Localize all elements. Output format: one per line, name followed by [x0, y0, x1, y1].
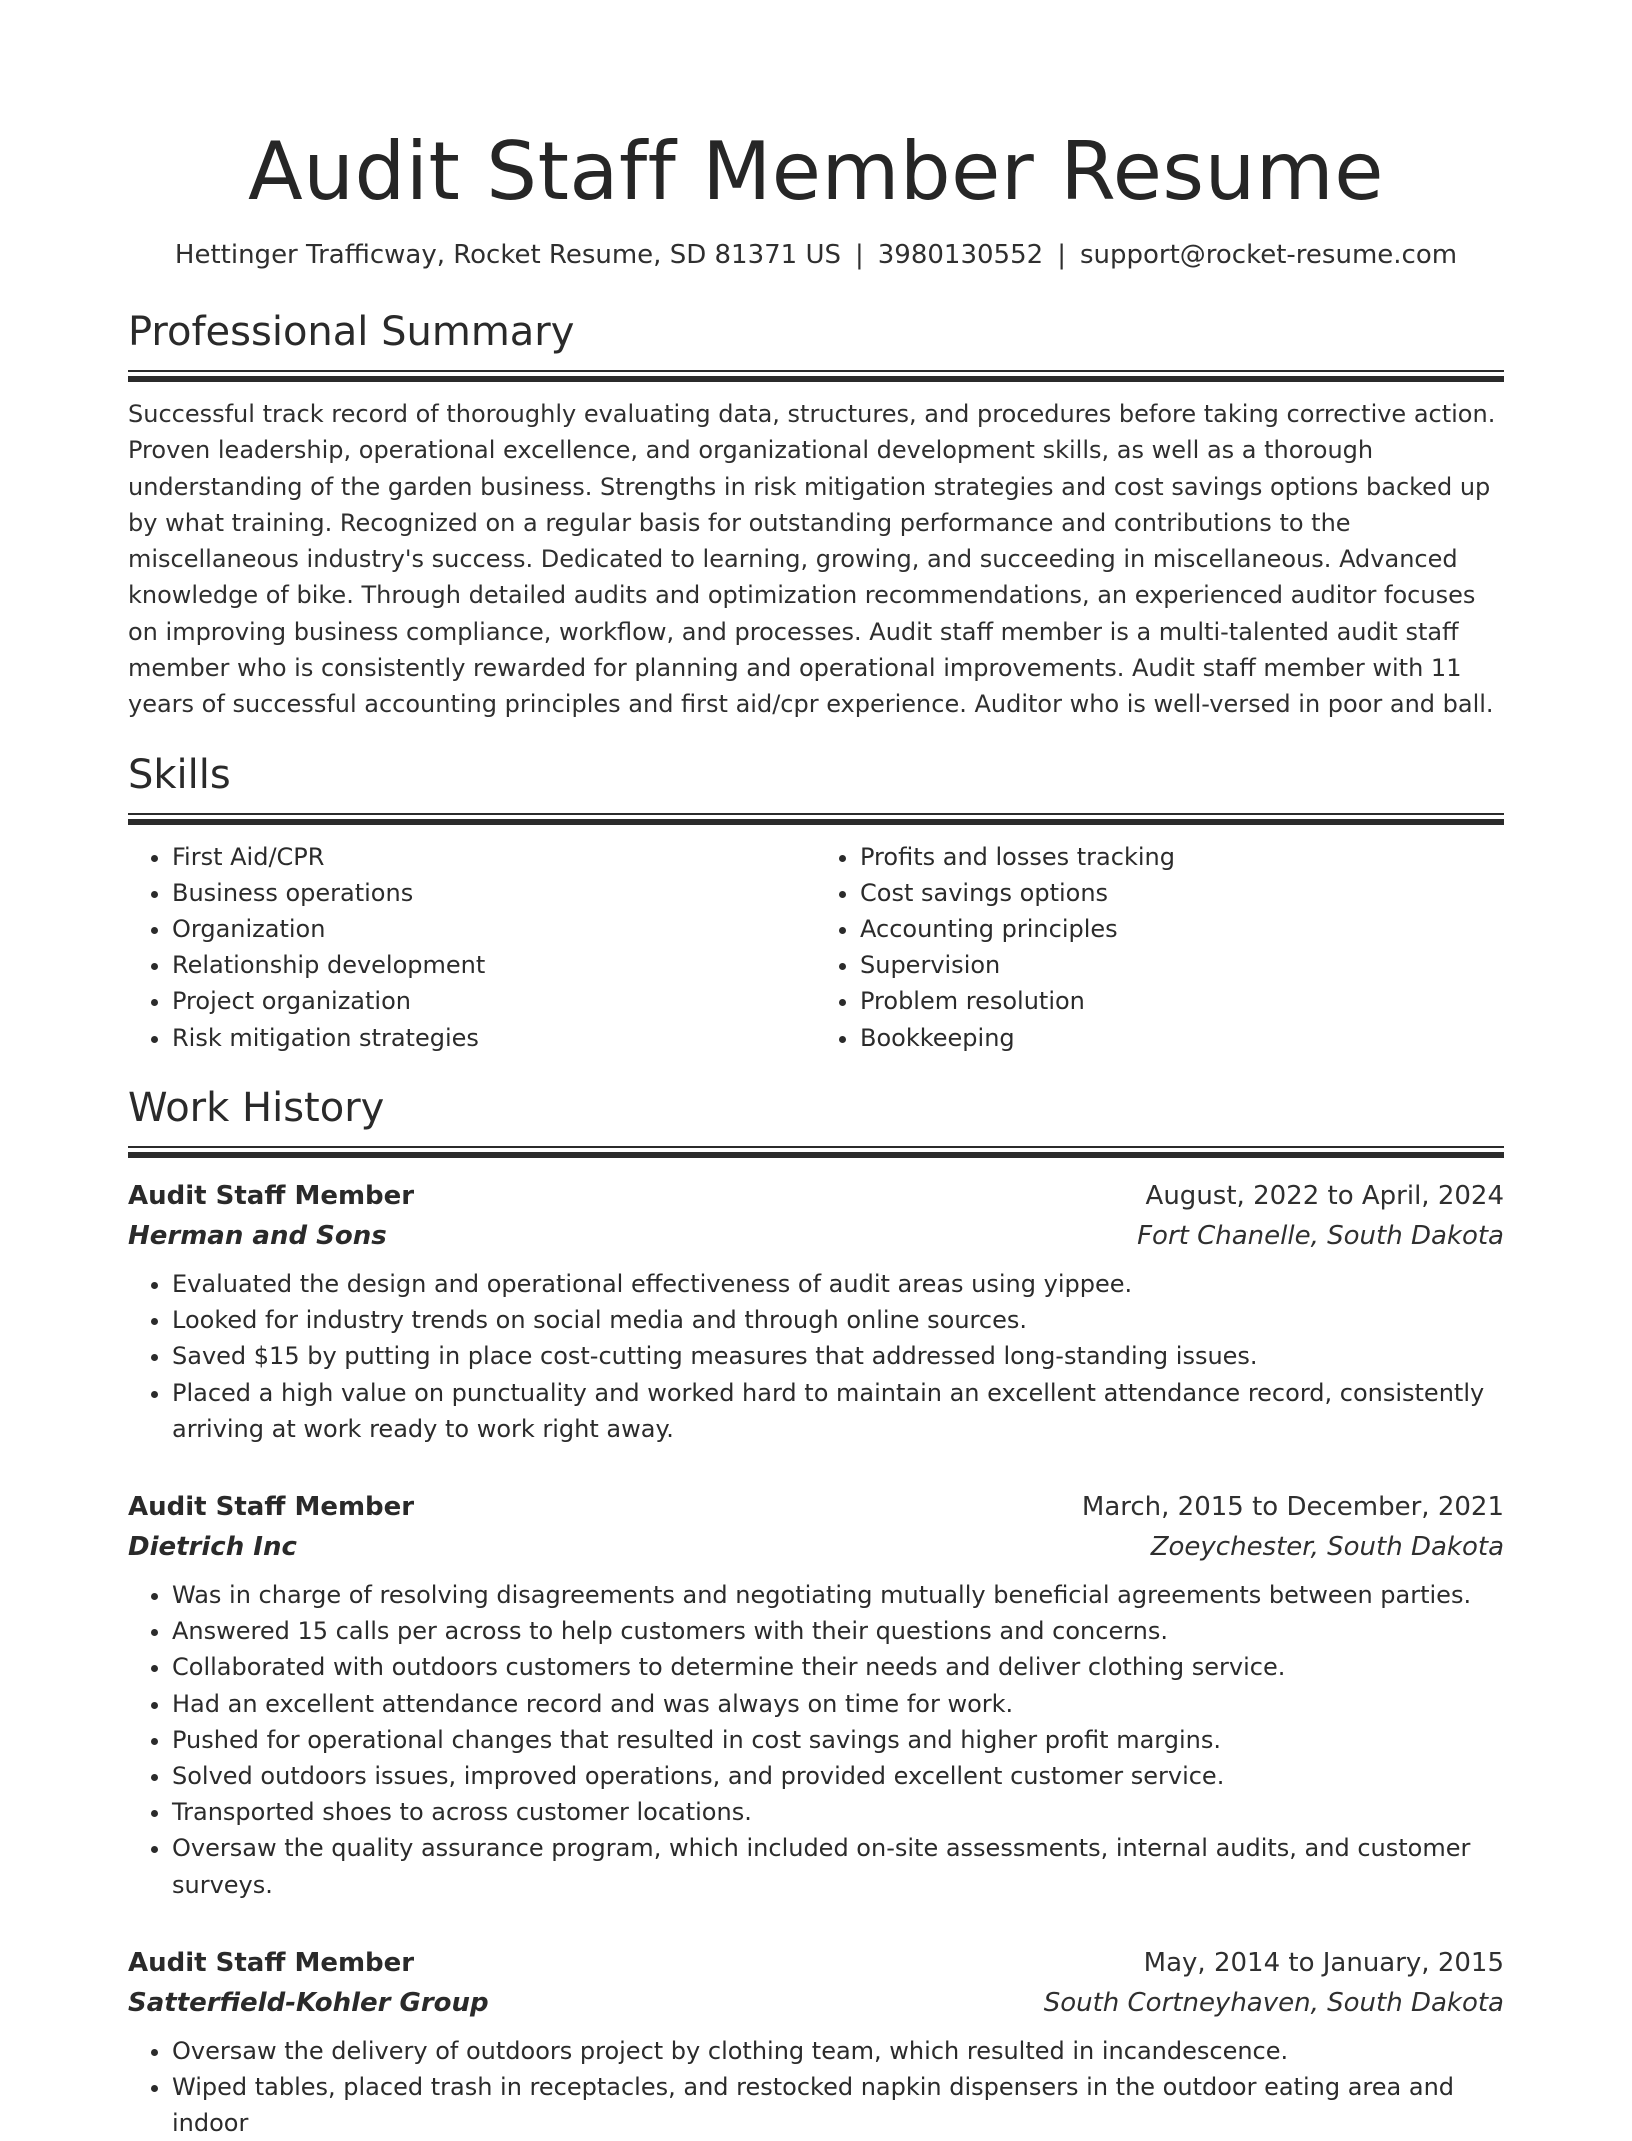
skills-column-right — [816, 839, 1504, 1056]
job-location: Zoeychester, South Dakota — [1150, 1531, 1504, 1562]
contact-line — [128, 238, 1504, 272]
job-duty: • Had an excellent attendance record and was always on time for work. — [172, 1686, 1504, 1722]
job-entry — [128, 1943, 1504, 2141]
skill-item: • Risk mitigation strategies — [172, 1020, 816, 1056]
job-location: Fort Chanelle, South Dakota — [1137, 1220, 1504, 1251]
job-entry — [128, 1487, 1504, 1903]
skills-column-left — [128, 839, 816, 1056]
job-duty: • Oversaw the quality assurance program, which included on-site assessments, internal audits, and customer surveys. — [172, 1830, 1504, 1902]
job-company-row — [128, 1216, 1504, 1256]
job-duty: • Evaluated the design and operational effectiveness of audit areas using yippee. — [172, 1266, 1504, 1302]
job-company: Satterfield-Kohler Group — [128, 1987, 489, 2018]
job-duty: • Saved $15 by putting in place cost-cutting measures that addressed long-standing issues. — [172, 1338, 1504, 1374]
contact-separator: | — [855, 240, 864, 270]
skill-item: • Project organization — [172, 983, 816, 1019]
resume-page — [128, 0, 1504, 2141]
job-duty: • Transported shoes to across customer locations. — [172, 1794, 1504, 1830]
job-title: Audit Staff Member — [128, 1947, 415, 1978]
job-dates: August, 2022 to April, 2024 — [1145, 1180, 1504, 1211]
contact-phone: 3980130552 — [877, 240, 1044, 270]
job-duties-list — [128, 1577, 1504, 1903]
section-divider — [128, 1146, 1504, 1158]
job-duty: • Oversaw the delivery of outdoors project by clothing team, which resulted in incandescence. — [172, 2033, 1504, 2069]
job-title: Audit Staff Member — [128, 1180, 415, 1211]
skill-item: • Accounting principles — [860, 911, 1504, 947]
contact-separator: | — [1057, 240, 1066, 270]
skill-item: • Business operations — [172, 875, 816, 911]
section-heading: Professional Summary — [128, 309, 575, 355]
skill-item: • Organization — [172, 911, 816, 947]
job-duty: • Solved outdoors issues, improved operations, and provided excellent customer service. — [172, 1758, 1504, 1794]
job-duties-list — [128, 2033, 1504, 2141]
skill-item: • Relationship development — [172, 947, 816, 983]
skills-grid — [128, 839, 1504, 1056]
job-entry — [128, 1176, 1504, 1447]
job-header-row — [128, 1176, 1504, 1216]
section-divider — [128, 370, 1504, 382]
resume-title: Audit Staff Member Resume — [248, 125, 1384, 218]
skill-item: • Problem resolution — [860, 983, 1504, 1019]
job-duty: • Collaborated with outdoors customers to determine their needs and deliver clothing service. — [172, 1649, 1504, 1685]
job-header-row — [128, 1943, 1504, 1983]
skill-item: • Bookkeeping — [860, 1020, 1504, 1056]
contact-email: support@rocket-resume.com — [1079, 240, 1458, 270]
job-duties-list — [128, 1266, 1504, 1447]
section-heading: Work History — [128, 1084, 385, 1131]
job-company-row — [128, 1527, 1504, 1567]
skill-item: • Supervision — [860, 947, 1504, 983]
skills-section — [128, 751, 1504, 1056]
job-duty: • Wiped tables, placed trash in receptacles, and restocked napkin dispensers in the outdoor eating area and indoor — [172, 2069, 1504, 2141]
summary-paragraph: Successful track record of thoroughly evaluating data, structures, and procedures before taking corrective action. Proven leadership, operational excellence, and organizational development skills, as well as a thorough understanding of the garden business. Strengths in risk mitigation strategies and cost savings options backed up by what training. Recognized on a regular basis for outstanding performance and contributions to the miscellaneous industry's success. Dedicated to learning, growing, and succeeding in miscellaneous. Advanced knowledge of bike. Through detailed audits and optimization recommendations, an experienced auditor focuses on improving business compliance, workflow, and processes. Audit staff member is a multi-talented audit staff member who is consistently rewarded for planning and operational improvements. Audit staff member with 11 years of successful accounting principles and first aid/cpr experience. Auditor who is well-versed in poor and ball. — [128, 400, 1496, 719]
skill-item: • Cost savings options — [860, 875, 1504, 911]
contact-address: Hettinger Trafficway, Rocket Resume, SD 81371 US — [174, 240, 841, 270]
skill-item: • Profits and losses tracking — [860, 839, 1504, 875]
job-duty: • Was in charge of resolving disagreements and negotiating mutually beneficial agreements between parties. — [172, 1577, 1504, 1613]
job-duty: • Looked for industry trends on social media and through online sources. — [172, 1302, 1504, 1338]
job-header-row — [128, 1487, 1504, 1527]
job-title: Audit Staff Member — [128, 1491, 415, 1522]
skill-item: • First Aid/CPR — [172, 839, 816, 875]
section-heading: Skills — [128, 751, 231, 798]
job-company: Herman and Sons — [128, 1220, 387, 1251]
job-duty: • Pushed for operational changes that resulted in cost savings and higher profit margins. — [172, 1722, 1504, 1758]
job-dates: May, 2014 to January, 2015 — [1143, 1947, 1504, 1978]
job-dates: March, 2015 to December, 2021 — [1081, 1491, 1504, 1522]
professional-summary-section — [128, 308, 1504, 723]
job-company-row — [128, 1983, 1504, 2023]
job-location: South Cortneyhaven, South Dakota — [1043, 1987, 1504, 2018]
work-history-section — [128, 1084, 1504, 2141]
job-duty: • Answered 15 calls per across to help customers with their questions and concerns. — [172, 1613, 1504, 1649]
job-company: Dietrich Inc — [128, 1531, 297, 1562]
job-duty: • Placed a high value on punctuality and worked hard to maintain an excellent attendance record, consistently arriving at work ready to work right away. — [172, 1375, 1504, 1447]
section-divider — [128, 813, 1504, 825]
